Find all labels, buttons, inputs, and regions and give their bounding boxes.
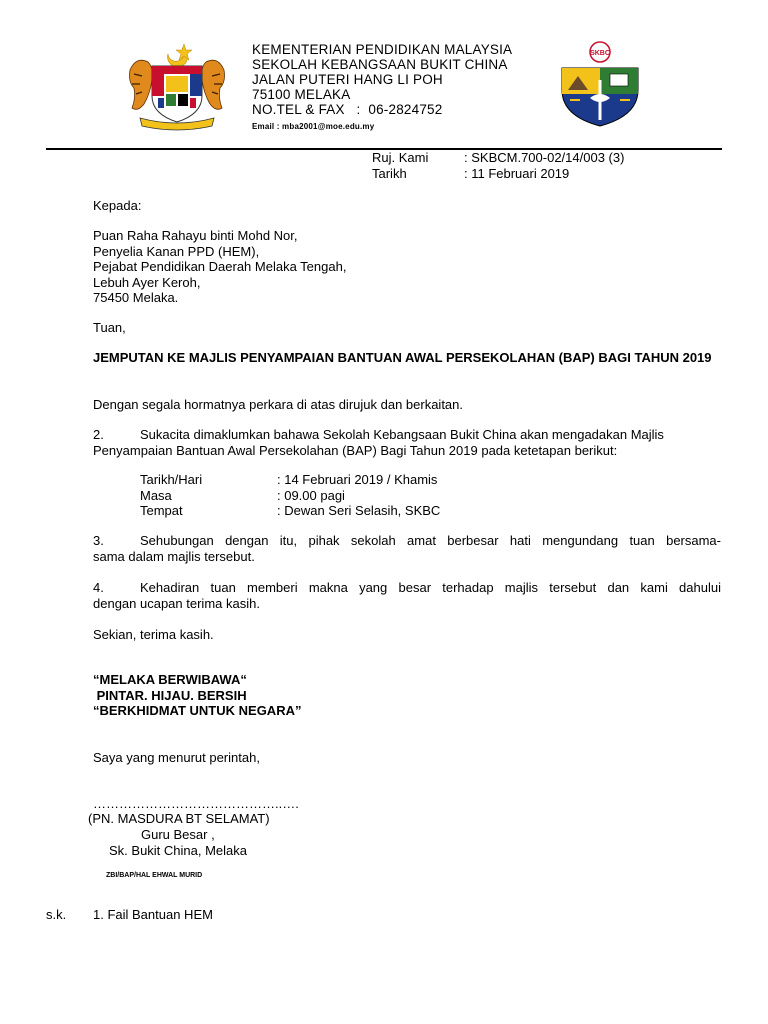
slogans [93, 672, 301, 719]
school-logo [556, 40, 644, 132]
school-name: SEKOLAH KEBANGSAAN BUKIT CHINA [252, 57, 508, 72]
email-address: Email : mba2001@moe.edu.my [252, 122, 375, 131]
detail-row [140, 488, 440, 504]
address-street: JALAN PUTERI HANG LI POH [252, 72, 443, 87]
signatory-title: Guru Besar , [141, 827, 215, 842]
paragraph-3-number: 3. [93, 533, 104, 548]
signature-dots: ……………………………………..…. [93, 796, 299, 811]
detail-label: Masa [140, 487, 172, 503]
paragraph-2-number: 2. [93, 427, 104, 442]
ruj-label: Ruj. Kami [372, 150, 429, 165]
recipient-line: Lebuh Ayer Keroh, [93, 274, 201, 290]
paragraph-4-line: dengan ucapan terima kasih. [93, 596, 260, 611]
date-label: Tarikh [372, 166, 407, 181]
salutation: Tuan, [93, 320, 126, 335]
recipient-line: Penyelia Kanan PPD (HEM), [93, 243, 260, 259]
slogan: PINTAR. HIJAU. BERSIH [93, 687, 247, 703]
detail-row [140, 472, 440, 488]
paragraph-3-line: Sehubungan dengan itu, pihak sekolah amat berbesar hati mengundang tuan bersama- [140, 533, 721, 548]
cc-item: 1. Fail Bantuan HEM [93, 907, 213, 922]
paragraph-4-line: Kehadiran tuan memberi makna yang besar terhadap majlis tersebut dan kami dahului [140, 580, 721, 595]
ministry-name: KEMENTERIAN PENDIDIKAN MALAYSIA [252, 42, 513, 57]
paragraph-3-line: sama dalam majlis tersebut. [93, 549, 255, 564]
paragraph-1: Dengan segala hormatnya perkara di atas dirujuk dan berkaitan. [93, 397, 464, 412]
signatory-name: (PN. MASDURA BT SELAMAT) [88, 811, 270, 826]
paragraph-3 [93, 533, 721, 565]
closing-line: Sekian, terima kasih. [93, 627, 214, 642]
ruj-value: : SKBCM.700-02/14/003 (3) [464, 150, 625, 165]
reference-block [372, 150, 624, 182]
recipient-line: Pejabat Pendidikan Daerah Melaka Tengah, [93, 259, 347, 274]
paragraph-2-line: Penyampaian Bantuan Awal Persekolahan (BAP) Bagi Tahun 2019 pada ketetapan berikut: [93, 443, 618, 458]
detail-label: Tarikh/Hari [140, 472, 203, 487]
detail-row [140, 503, 440, 519]
signatory-school: Sk. Bukit China, Melaka [109, 843, 248, 858]
slogan: “BERKHIDMAT UNTUK NEGARA” [93, 703, 302, 718]
detail-value: : Dewan Seri Selasih, SKBC [277, 503, 441, 518]
phone-fax: NO.TEL & FAX : 06-2824752 [252, 102, 443, 117]
paragraph-4-number: 4. [93, 580, 104, 595]
file-reference: ZBI/BAP/HAL EHWAL MURID [106, 872, 203, 879]
date-value: : 11 Februari 2019 [464, 166, 570, 181]
recipient-address [93, 228, 346, 306]
coat-of-arms-logo [122, 40, 232, 132]
paragraph-2 [93, 427, 721, 459]
cc-label: s.k. [46, 907, 67, 922]
detail-value: : 09.00 pagi [277, 487, 345, 503]
subject-line: JEMPUTAN KE MAJLIS PENYAMPAIAN BANTUAN AWAL PERSEKOLAHAN (BAP) BAGI TAHUN 2019 [93, 350, 712, 365]
recipient-line: Puan Raha Rahayu binti Mohd Nor, [93, 228, 298, 243]
detail-label: Tempat [140, 503, 183, 518]
address-postcode: 75100 MELAKA [252, 87, 351, 102]
slogan: “MELAKA BERWIBAWA“ [93, 672, 247, 687]
paragraph-2-line: Sukacita dimaklumkan bahawa Sekolah Kebangsaan Bukit China akan mengadakan Majlis [140, 427, 664, 442]
detail-value: : 14 Februari 2019 / Khamis [277, 472, 438, 487]
signoff: Saya yang menurut perintah, [93, 750, 260, 765]
recipient-line: 75450 Melaka. [93, 290, 179, 305]
event-details [140, 472, 440, 519]
paragraph-4 [93, 580, 721, 612]
kepada-label: Kepada: [93, 198, 142, 213]
school-logo-monogram: SKBC [590, 50, 610, 57]
letterhead [252, 42, 512, 134]
